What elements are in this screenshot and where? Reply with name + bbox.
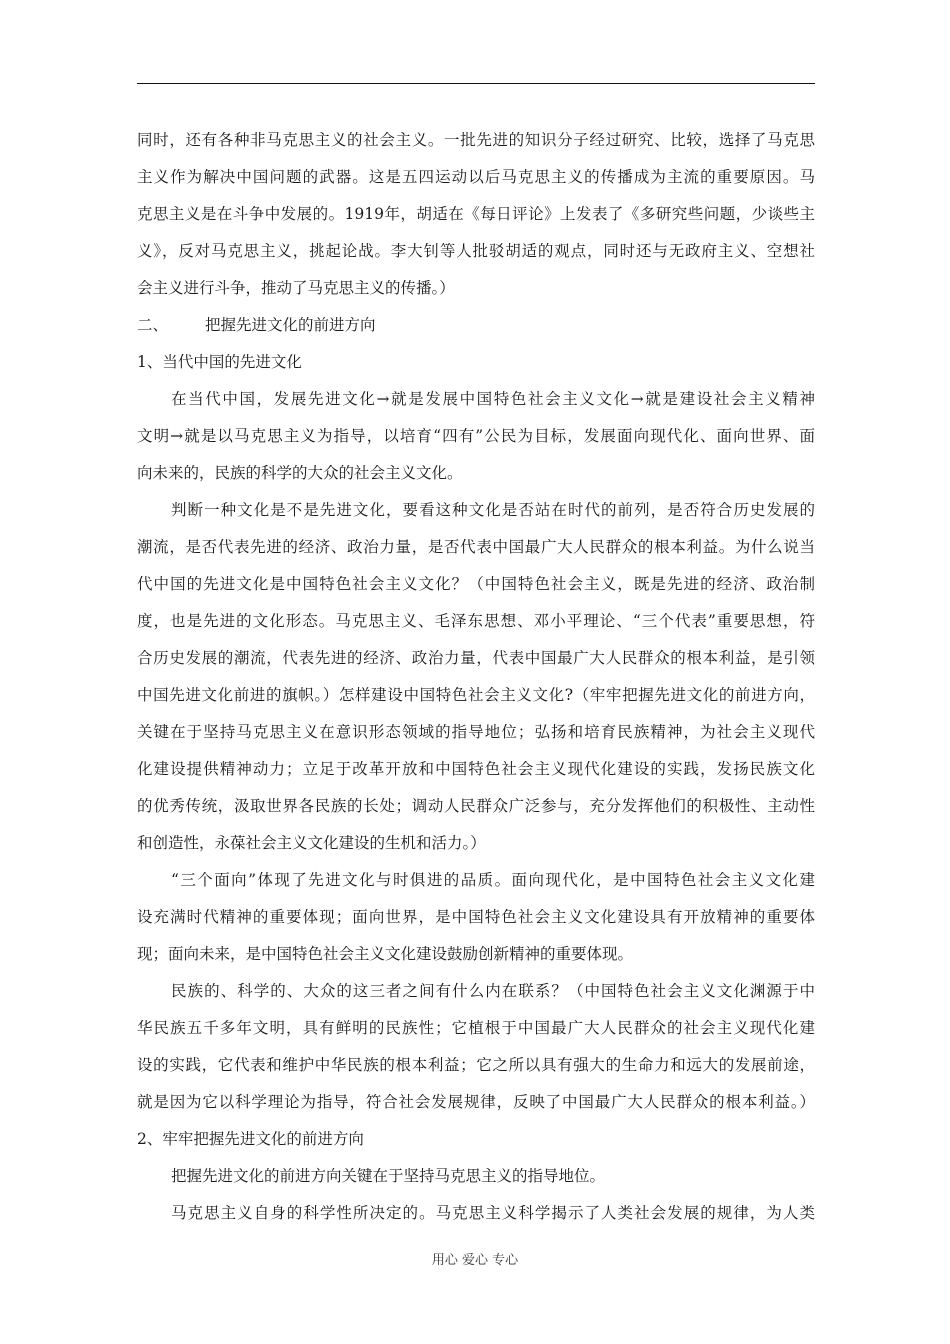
text-line: 现；面向未来，是中国特色社会主义文化建设鼓励创新精神的重要体现。 xyxy=(137,945,634,963)
text-line: 在当代中国，发展先进文化→就是发展中国特色社会主义文化→就是建设社会主义精神 xyxy=(171,390,815,408)
text-line: 的优秀传统，汲取世界各民族的长处；调动人民群众广泛参与，充分发挥他们的积极性、主动性 xyxy=(137,797,815,815)
text-line: 度，也是先进的文化形态。马克思主义、毛泽东思想、邓小平理论、“三个代表”重要思想，符 xyxy=(137,612,815,630)
text-line: 把握先进文化的前进方向关键在于坚持马克思主义的指导地位。 xyxy=(171,1167,606,1185)
text-line: 文明→就是以马克思主义为指导，以培育“四有”公民为目标，发展面向现代化、面向世界、面 xyxy=(137,427,815,445)
text-line: 2、牢牢把握先进文化的前进方向 xyxy=(137,1130,364,1148)
text-line: 就是因为它以科学理论为指导，符合社会发展规律，反映了中国最广大人民群众的根本利益。） xyxy=(137,1093,815,1111)
text-line: 化建设提供精神动力；立足于改革开放和中国特色社会主义现代化建设的实践，发扬民族文化 xyxy=(137,760,815,778)
text-line: 设的实践，它代表和维护中华民族的根本利益；它之所以具有强大的生命力和远大的发展前途， xyxy=(137,1056,815,1074)
text-line: 克思主义是在斗争中发展的。1919年，胡适在《每日评论》上发表了《多研究些问题，少谈些主 xyxy=(137,205,815,223)
text-line: 关键在于坚持马克思主义在意识形态领域的指导地位；弘扬和培育民族精神，为社会主义现代 xyxy=(137,723,815,741)
header-rule xyxy=(137,83,815,84)
text-line: 中国先进文化前进的旗帜。）怎样建设中国特色社会主义文化?（牢牢把握先进文化的前进方向， xyxy=(137,686,815,704)
text-line: 判断一种文化是不是先进文化，要看这种文化是否站在时代的前列，是否符合历史发展的 xyxy=(171,501,815,519)
document-body xyxy=(137,122,815,1232)
text-line: 潮流，是否代表先进的经济、政治力量，是否代表中国最广大人民群众的根本利益。为什么说当 xyxy=(137,538,815,556)
text-line: 1、当代中国的先进文化 xyxy=(137,353,302,371)
text-line: 会主义进行斗争，推动了马克思主义的传播。） xyxy=(137,279,455,297)
text-line: 主义作为解决中国问题的武器。这是五四运动以后马克思主义的传播成为主流的重要原因。马 xyxy=(137,168,815,186)
text-line: 民族的、科学的、大众的这三者之间有什么内在联系？（中国特色社会主义文化渊源于中 xyxy=(171,982,815,1000)
text-line: 合历史发展的潮流，代表先进的经济、政治力量，代表中国最广大人民群众的根本利益，是引领 xyxy=(137,649,815,667)
text-line: 马克思主义自身的科学性所决定的。马克思主义科学揭示了人类社会发展的规律，为人类 xyxy=(171,1204,815,1222)
text-line: 设充满时代精神的重要体现；面向世界，是中国特色社会主义文化建设具有开放精神的重要体 xyxy=(137,908,815,926)
text-line: 代中国的先进文化是中国特色社会主义文化？（中国特色社会主义，既是先进的经济、政治制 xyxy=(137,575,815,593)
text-line: 义》，反对马克思主义，挑起论战。李大钊等人批驳胡适的观点，同时还与无政府主义、空想社 xyxy=(137,242,815,260)
section-title: 把握先进文化的前进方向 xyxy=(205,316,376,334)
text-line: 同时，还有各种非马克思主义的社会主义。一批先进的知识分子经过研究、比较，选择了马克思 xyxy=(137,131,815,149)
text-line: “三个面向”体现了先进文化与时俱进的品质。面向现代化，是中国特色社会主义文化建 xyxy=(171,871,815,889)
text-line: 华民族五千多年文明，具有鲜明的民族性；它植根于中国最广大人民群众的社会主义现代化建 xyxy=(137,1019,815,1037)
page-footer: 用心 爱心 专心 xyxy=(431,1253,519,1268)
section-heading xyxy=(137,307,815,344)
text-line: 和创造性，永葆社会主义文化建设的生机和活力。） xyxy=(137,834,486,852)
section-number: 二、 xyxy=(137,316,169,334)
text-line: 向未来的，民族的科学的大众的社会主义文化。 xyxy=(137,464,463,482)
